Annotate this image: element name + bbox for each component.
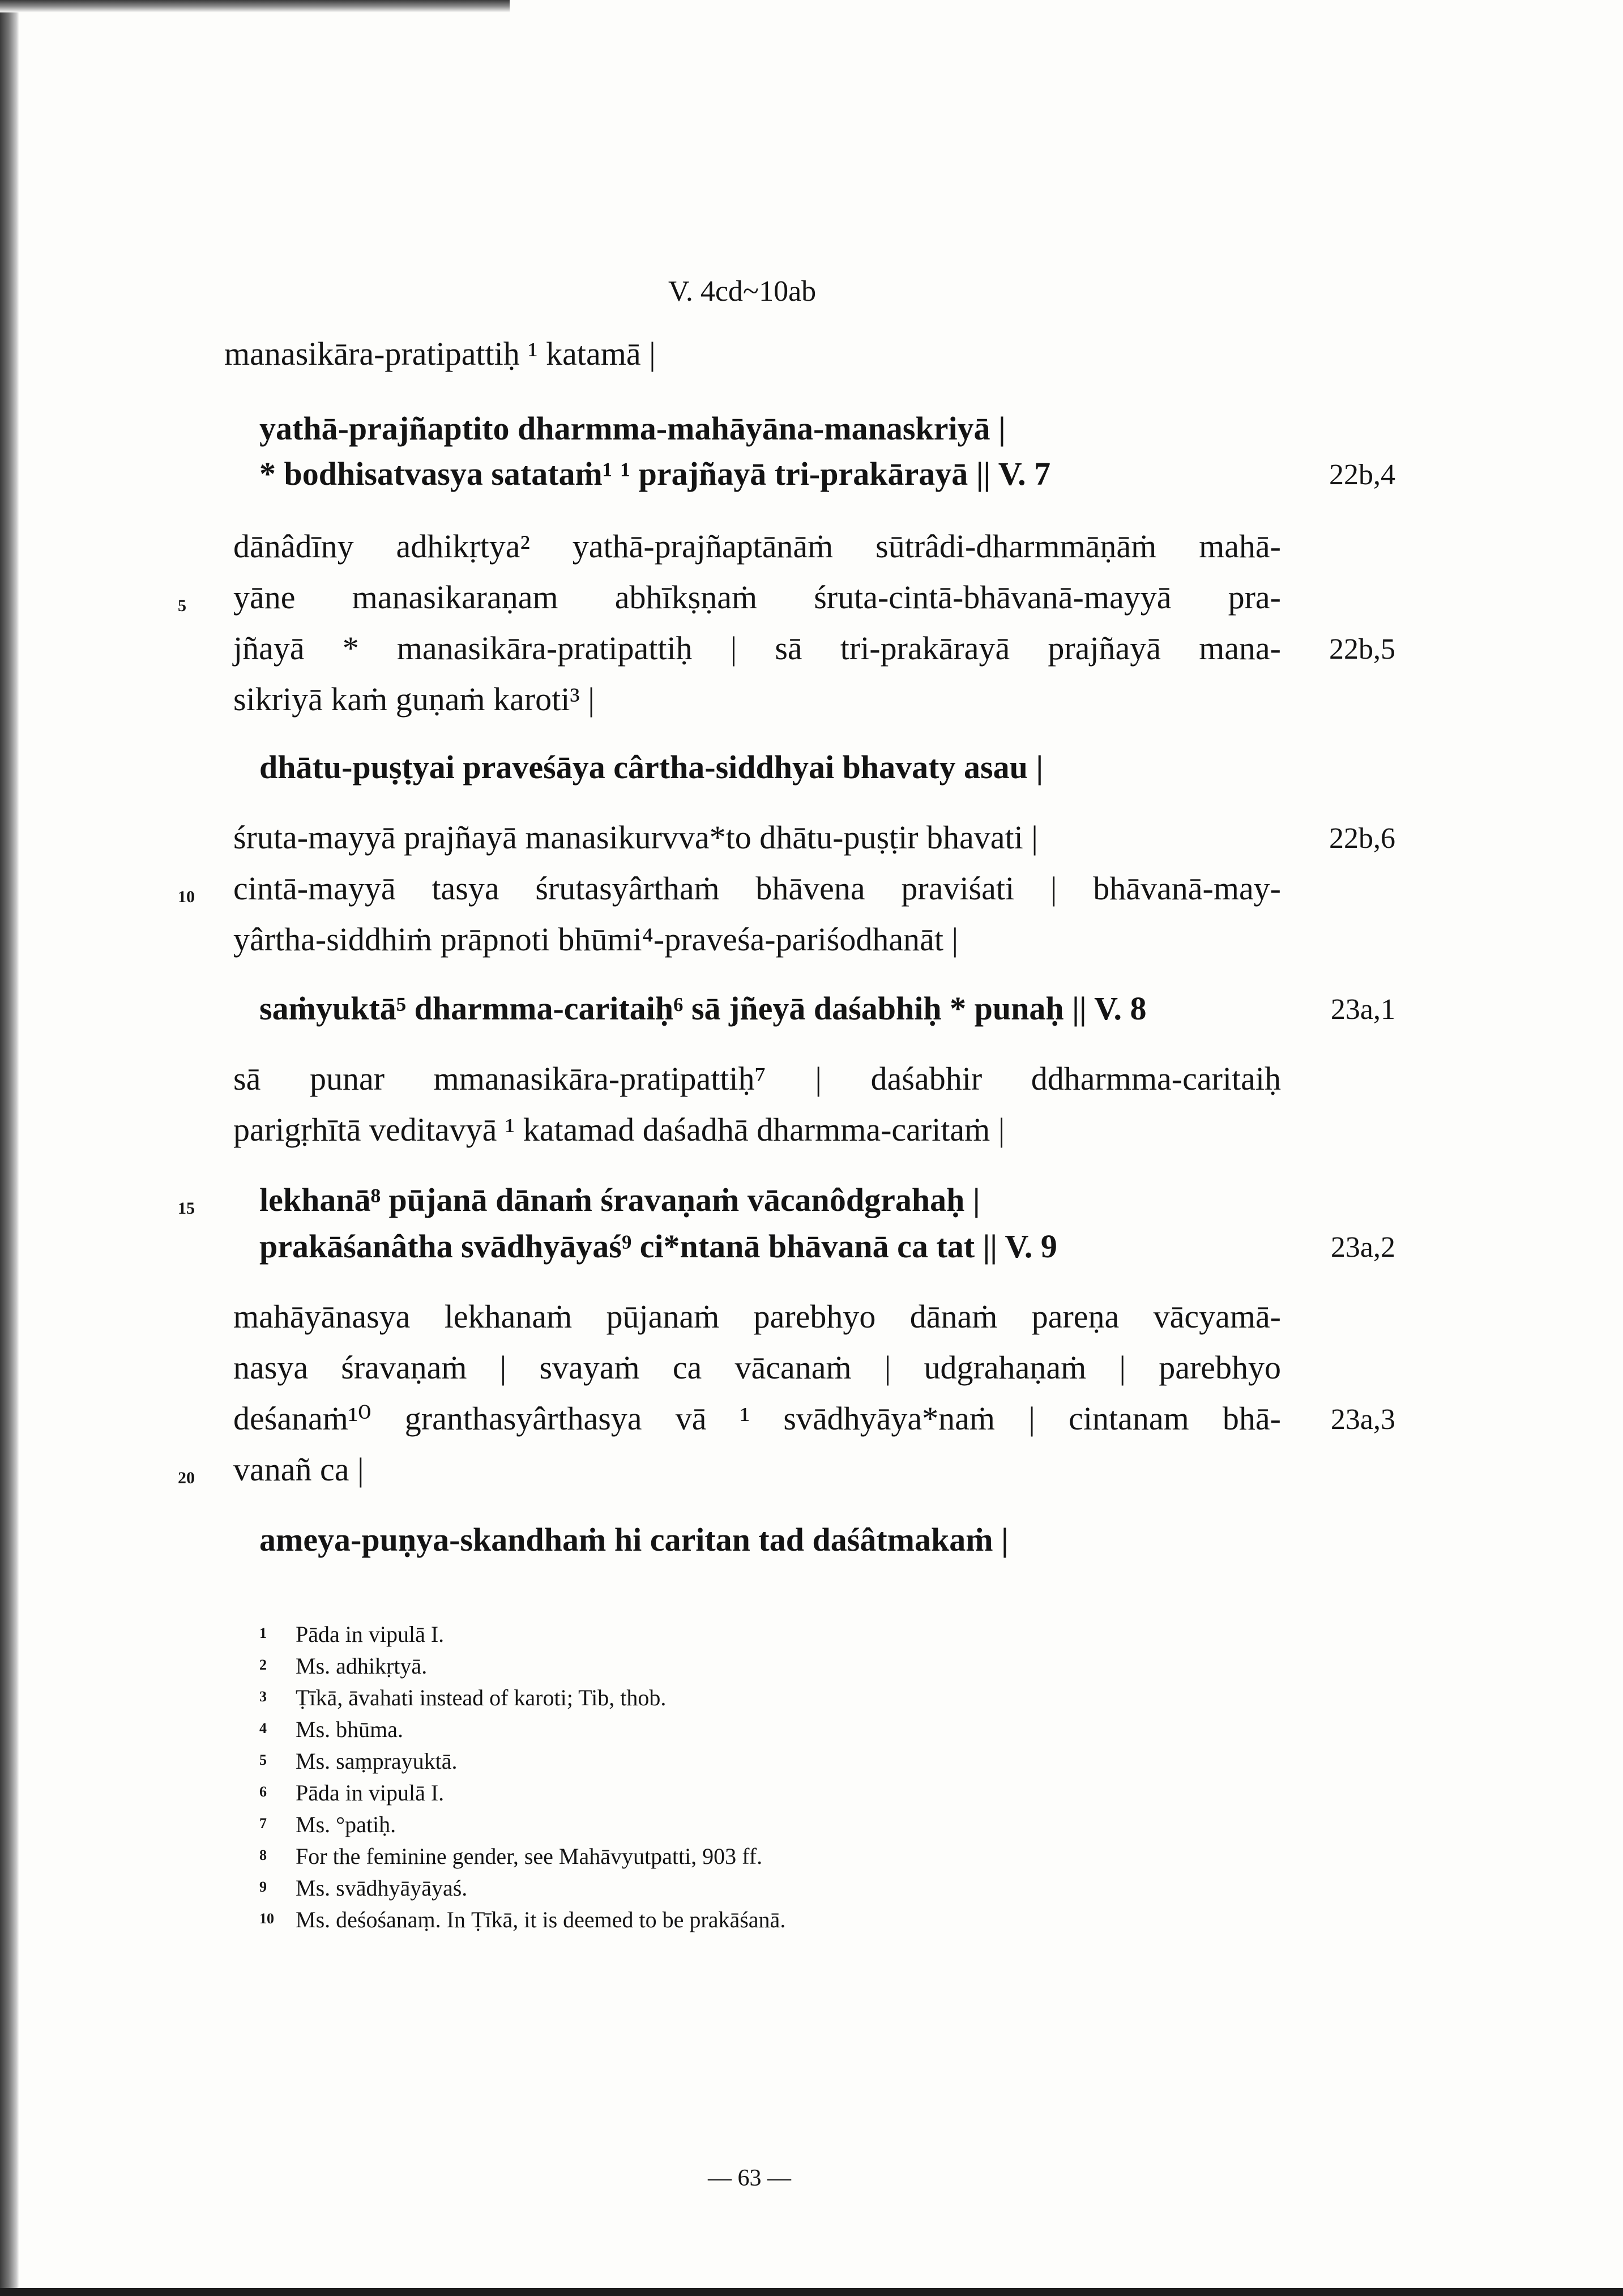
verse-line: prakāśanâtha svādhyāyaś⁹ ci*ntanā bhāvanā ca tat || V. 9 bbox=[259, 1228, 1057, 1265]
footnote-text: Ms. deśośanaṃ. In Ṭīkā, it is deemed to be prakāśanā. bbox=[296, 1907, 786, 1932]
text-line: śruta-mayyā prajñayā manasikurvva*to dhātu-puṣṭir bhavati | bbox=[233, 819, 1038, 856]
footnote-number: 7 bbox=[259, 1815, 267, 1832]
footnote-text: Pāda in vipulā I. bbox=[296, 1780, 445, 1806]
text-line: yârtha-siddhiṁ prāpnoti bhūmi⁴-praveśa-pariśodhanāt | bbox=[233, 921, 959, 958]
footnote-text: For the feminine gender, see Mahāvyutpatti, 903 ff. bbox=[296, 1843, 763, 1869]
footnote-text: Ms. adhikṛtyā. bbox=[296, 1653, 428, 1679]
footnote-text: Pāda in vipulā I. bbox=[296, 1621, 445, 1647]
page-number: — 63 — bbox=[708, 2165, 791, 2191]
text-line: parigṛhītā veditavyā ¹ katamad daśadhā dharmma-caritaṁ | bbox=[233, 1111, 1005, 1148]
scan-edge-bottom bbox=[0, 2288, 1623, 2296]
folio-reference: 22b,6 bbox=[1329, 822, 1395, 855]
verse-line: lekhanā⁸ pūjanā dānaṁ śravaṇaṁ vācanôdgrahaḥ | bbox=[259, 1181, 980, 1218]
line-number: 10 bbox=[178, 887, 195, 906]
footnote-text: Ms. °patiḥ. bbox=[296, 1812, 396, 1837]
footnote-text: Ms. svādhyāyāyaś. bbox=[296, 1875, 468, 1901]
verse-line: saṁyuktā⁵ dharmma-caritaiḥ⁶ sā jñeyā daśabhiḥ * punaḥ || V. 8 bbox=[259, 990, 1147, 1027]
line-number: 5 bbox=[178, 596, 186, 615]
scan-shadow-top bbox=[0, 0, 510, 12]
footnote-number: 5 bbox=[259, 1752, 267, 1768]
text-line: nasya śravaṇaṁ | svayaṁ ca vācanaṁ | udgrahaṇaṁ | parebhyo bbox=[233, 1349, 1281, 1386]
footnote-text: Ms. saṃprayuktā. bbox=[296, 1748, 458, 1774]
text-line: deśanaṁ¹⁰ granthasyârthasya vā ¹ svādhyāya*naṁ | cintanam bhā- bbox=[233, 1400, 1281, 1437]
scan-shadow-left bbox=[0, 0, 19, 2296]
folio-reference: 23a,3 bbox=[1330, 1403, 1395, 1436]
line-number: 15 bbox=[178, 1199, 195, 1218]
folio-reference: 22b,4 bbox=[1329, 459, 1395, 491]
text-line: dānâdīny adhikṛtya² yathā-prajñaptānāṁ sūtrâdi-dharmmāṇāṁ mahā- bbox=[233, 528, 1281, 565]
footnote-number: 6 bbox=[259, 1783, 267, 1800]
verse-line: yathā-prajñaptito dharmma-mahāyāna-manaskriyā | bbox=[259, 410, 1006, 447]
footnote-text: Ms. bhūma. bbox=[296, 1717, 403, 1742]
text-line: mahāyānasya lekhanaṁ pūjanaṁ parebhyo dānaṁ pareṇa vācyamā- bbox=[233, 1298, 1281, 1335]
text-line: sikriyā kaṁ guṇaṁ karoti³ | bbox=[233, 681, 595, 718]
footnote-text: Ṭīkā, āvahati instead of karoti; Tib, thob. bbox=[296, 1685, 667, 1710]
verse-line: * bodhisatvasya satataṁ¹ ¹ prajñayā tri-prakārayā || V. 7 bbox=[259, 455, 1051, 492]
footnote-number: 9 bbox=[259, 1879, 267, 1895]
folio-reference: 23a,1 bbox=[1330, 993, 1395, 1026]
folio-reference: 22b,5 bbox=[1329, 633, 1395, 665]
footnote-number: 8 bbox=[259, 1847, 267, 1863]
footnote-number: 1 bbox=[259, 1625, 267, 1641]
text-line: jñayā * manasikāra-pratipattiḥ | sā tri-prakārayā prajñayā mana- bbox=[233, 630, 1281, 667]
line-number: 20 bbox=[178, 1469, 195, 1487]
text-line: manasikāra-pratipattiḥ ¹ katamā | bbox=[224, 335, 656, 372]
text-line: cintā-mayyā tasya śrutasyârthaṁ bhāvena praviśati | bhāvanā-may- bbox=[233, 870, 1281, 907]
text-line: sā punar mmanasikāra-pratipattiḥ⁷ | daśabhir ddharmma-caritaiḥ bbox=[233, 1060, 1281, 1097]
verse-line: ameya-puṇya-skandhaṁ hi caritan tad daśâtmakaṁ | bbox=[259, 1521, 1009, 1558]
text-line: yāne manasikaraṇam abhīkṣṇaṁ śruta-cintā-bhāvanā-mayyā pra- bbox=[233, 579, 1281, 616]
footnote-number: 3 bbox=[259, 1688, 267, 1705]
folio-reference: 23a,2 bbox=[1330, 1231, 1395, 1264]
footnote-number: 2 bbox=[259, 1657, 267, 1673]
text-line: vanañ ca | bbox=[233, 1451, 364, 1488]
footnote-number: 4 bbox=[259, 1720, 267, 1736]
footnote-number: 10 bbox=[259, 1910, 274, 1927]
verse-line: dhātu-puṣṭyai praveśāya cârtha-siddhyai bhavaty asau | bbox=[259, 749, 1044, 786]
running-header: V. 4cd~10ab bbox=[668, 275, 817, 308]
